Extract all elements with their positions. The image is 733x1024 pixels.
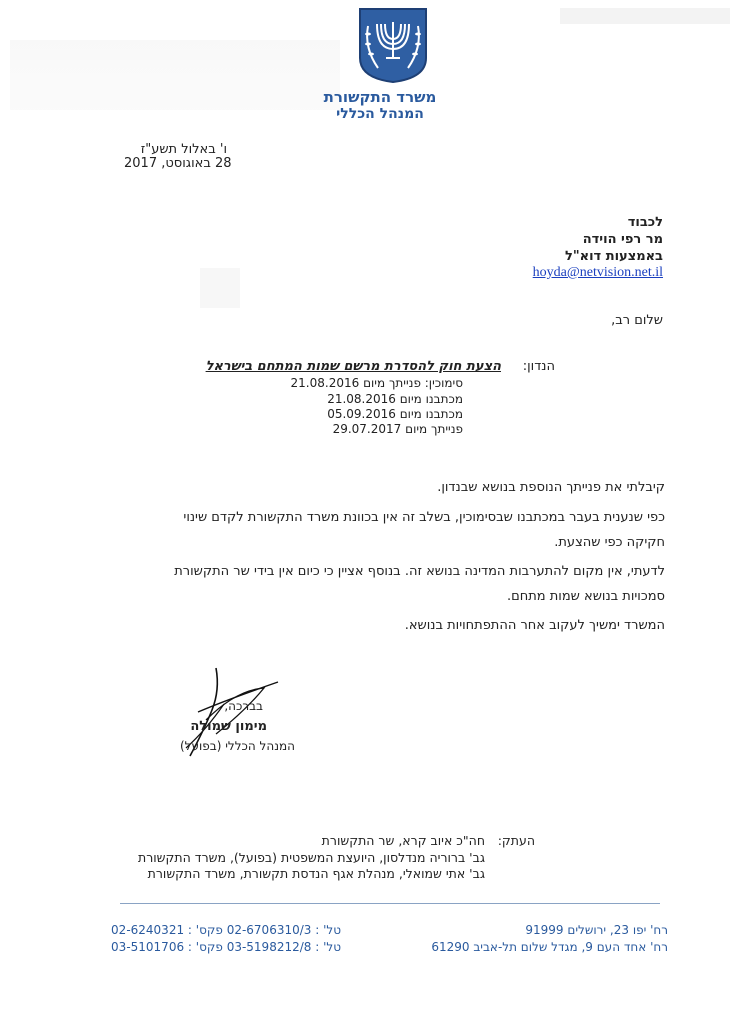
footer-telaviv-address: רח' אחד העם 9, מגדל שלום תל-אביב 61290 <box>431 940 668 954</box>
gregorian-date: 28 באוגוסט, 2017 <box>124 156 232 171</box>
signatory-title: המנהל הכללי (בפועל) <box>180 739 295 753</box>
body-paragraph: כפי שנענית בעבר במכתבנו שבסימוכין, בשלב זה אין בכוונת משרד התקשורת לקדם שינוי <box>183 510 665 525</box>
department-name: המנהל הכללי <box>336 106 424 122</box>
greeting: שלום רב, <box>611 313 663 328</box>
reference-line: מכתבנו מיום 05.09.2016 <box>327 407 463 421</box>
cc-line: גב' ברוריה מנדלסון, היועצת המשפטית (בפועל), משרד התקשורת <box>137 850 485 865</box>
body-paragraph: המשרד ימשיך לעקוב אחר ההתפתחויות בנושא. <box>404 618 665 633</box>
recipient-salutation: לכבוד <box>627 215 663 230</box>
subject-label: הנדון: <box>522 359 555 374</box>
reference-line: סימוכין: פנייתך מיום 21.08.2016 <box>290 376 463 390</box>
reference-line: פנייתך מיום 29.07.2017 <box>332 422 463 436</box>
state-emblem-icon <box>356 6 430 84</box>
bleed-through-mark <box>200 268 240 308</box>
body-paragraph: לדעתי, אין מקום להתערבות המדינה בנושא זה. בנוסף אציין כי כיום אין בידי שר התקשורת <box>174 564 665 579</box>
bleed-through-mark <box>10 40 340 110</box>
signatory-name: מימון שמולה <box>190 719 267 734</box>
cc-label: העתק: <box>497 833 535 848</box>
bleed-through-mark <box>560 8 730 24</box>
signature-closing: בברכה, <box>224 699 263 713</box>
footer-divider <box>120 903 660 904</box>
hebrew-date: ו' באלול תשע"ז <box>140 142 227 157</box>
cc-line: גב' אתי שמואלי, מנהלת אגף הנדסת תקשורת, משרד התקשורת <box>147 866 485 881</box>
body-paragraph: קיבלתי את פנייתך הנוספת בנושא שבנדון. <box>437 480 665 495</box>
recipient-via: באמצעות דוא"ל <box>564 249 663 264</box>
recipient-name: מר רפי הוידה <box>582 232 663 247</box>
cc-line: חה"כ איוב קרא, שר התקשורת <box>321 833 485 848</box>
body-paragraph: סמכויות בנושא שמות מתחם. <box>507 589 665 604</box>
recipient-email-link[interactable]: hoyda@netvision.net.il <box>532 265 663 280</box>
body-paragraph: חקיקה כפי שהצעת. <box>554 535 665 550</box>
ministry-name: משרד התקשורת <box>323 88 437 106</box>
footer-jerusalem-address: רח' יפו 23, ירושלים 91999 <box>525 923 668 937</box>
footer-telaviv-phones: טל' : 03-5198212/8 פקס' : 03-5101706 <box>111 940 341 954</box>
footer-jerusalem-phones: טל' : 02-6706310/3 פקס' : 02-6240321 <box>111 923 341 937</box>
subject-title: הצעת חוק להסדרת מרשם שמות המתחם בישראל <box>205 359 501 374</box>
reference-line: מכתבנו מיום 21.08.2016 <box>327 392 463 406</box>
